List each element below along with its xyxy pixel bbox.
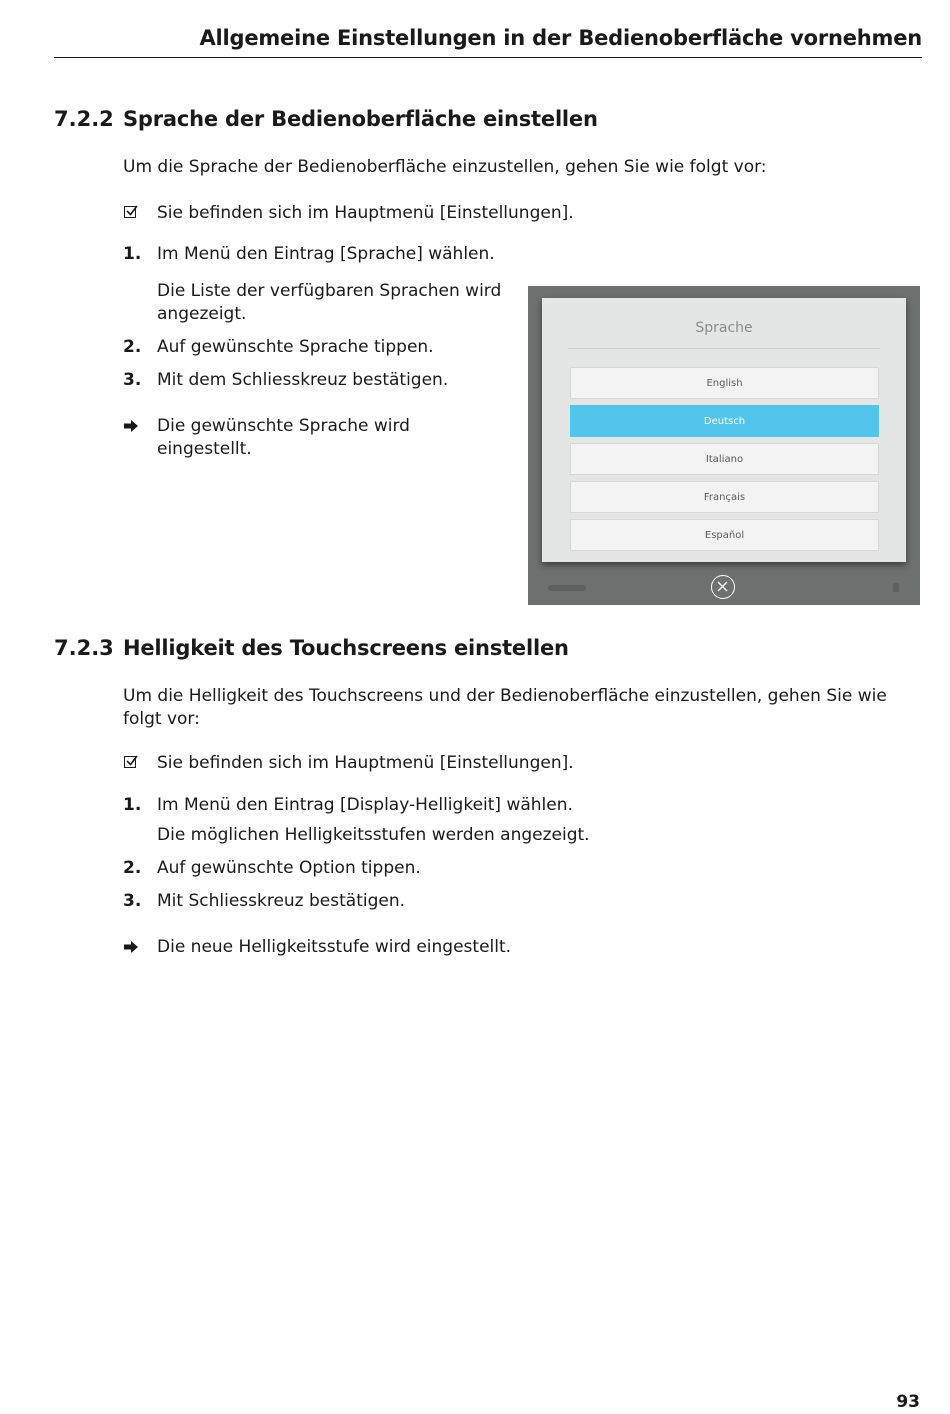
- language-option-francais[interactable]: Français: [570, 481, 879, 513]
- intro-line: Um die Helligkeit des Touchscreens und der Bedienoberfläche einzustellen, gehen Sie wie: [123, 686, 887, 706]
- precondition-text: Sie befinden sich im Hauptmenü [Einstellungen].: [157, 203, 574, 223]
- section-number: 7.2.2: [54, 107, 114, 131]
- result-text: Die neue Helligkeitsstufe wird eingestellt.: [157, 937, 512, 957]
- language-option-italiano[interactable]: Italiano: [570, 443, 879, 475]
- result-text: [157, 415, 410, 461]
- step-text: Im Menü den Eintrag [Display-Helligkeit] wählen.: [157, 795, 573, 815]
- step-number: 2.: [123, 337, 142, 357]
- step-number: 3.: [123, 370, 142, 390]
- page-number: 93: [896, 1392, 920, 1412]
- language-option-english[interactable]: English: [570, 367, 879, 399]
- section-title: Sprache der Bedienoberfläche einstellen: [123, 107, 598, 131]
- precondition-text: Sie befinden sich im Hauptmenü [Einstellungen].: [157, 753, 574, 773]
- section-title: Helligkeit des Touchscreens einstellen: [123, 636, 569, 660]
- dialog-divider: [568, 348, 880, 349]
- step-number: 1.: [123, 244, 142, 264]
- section-intro: Um die Sprache der Bedienoberfläche einzustellen, gehen Sie wie folgt vor:: [123, 157, 767, 177]
- language-option-espanol[interactable]: Español: [570, 519, 879, 551]
- step-note-line: Die Liste der verfügbaren Sprachen wird: [157, 281, 502, 301]
- result-line: Die gewünschte Sprache wird: [157, 416, 410, 436]
- step-text: Mit dem Schliesskreuz bestätigen.: [157, 370, 449, 390]
- checkbox-checked-icon: [124, 756, 136, 768]
- step-note-line: angezeigt.: [157, 304, 247, 324]
- close-circle-icon[interactable]: [711, 575, 735, 599]
- header-rule: [54, 57, 922, 58]
- step-note: Die möglichen Helligkeitsstufen werden angezeigt.: [157, 825, 590, 845]
- intro-line: folgt vor:: [123, 709, 200, 729]
- step-note: [157, 280, 501, 326]
- step-text: Auf gewünschte Sprache tippen.: [157, 337, 434, 357]
- step-text: Auf gewünschte Option tippen.: [157, 858, 421, 878]
- blurred-label: [548, 585, 586, 591]
- running-header: Allgemeine Einstellungen in der Bedienoberfläche vornehmen: [199, 26, 922, 50]
- step-number: 3.: [123, 891, 142, 911]
- result-arrow-icon: [123, 940, 139, 954]
- language-option-deutsch[interactable]: Deutsch: [570, 405, 879, 437]
- result-arrow-icon: [123, 419, 139, 433]
- step-number: 2.: [123, 858, 142, 878]
- section-intro: [123, 685, 887, 731]
- step-text: Im Menü den Eintrag [Sprache] wählen.: [157, 244, 495, 264]
- result-line: eingestellt.: [157, 439, 252, 459]
- blurred-label: [893, 583, 899, 592]
- checkbox-checked-icon: [124, 206, 136, 218]
- step-text: Mit Schliesskreuz bestätigen.: [157, 891, 406, 911]
- section-number: 7.2.3: [54, 636, 114, 660]
- language-dialog: [542, 298, 906, 562]
- language-dialog-screenshot: [528, 286, 920, 605]
- dialog-title: Sprache: [695, 320, 753, 336]
- step-number: 1.: [123, 795, 142, 815]
